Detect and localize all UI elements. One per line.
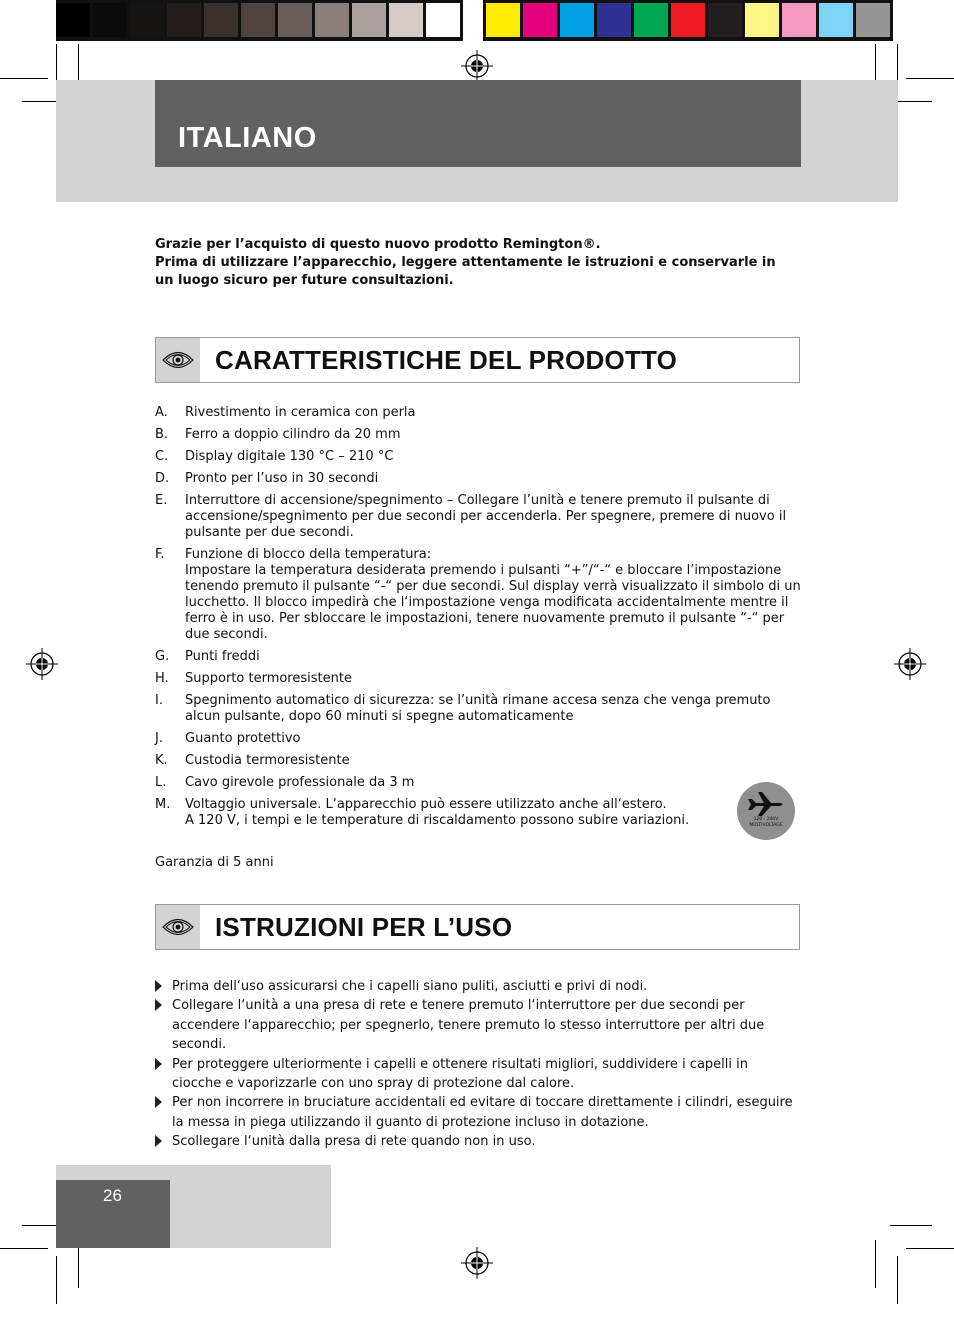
feature-letter: D.	[155, 471, 170, 486]
feature-letter: C.	[155, 449, 169, 464]
multivoltage-badge	[737, 782, 795, 840]
bullet-arrow-icon	[155, 1135, 162, 1147]
section-header-instructions	[155, 904, 800, 950]
color-swatch	[167, 3, 201, 37]
feature-text: Cavo girevole professionale da 3 m	[185, 775, 415, 790]
page-title: ITALIANO	[178, 122, 317, 154]
instruction-text: Scollegare l‘unità dalla presa di rete quando non in uso.	[172, 1134, 536, 1150]
feature-text: Custodia termoresistente	[185, 753, 350, 768]
list-item	[155, 547, 805, 643]
feature-letter: J.	[155, 731, 163, 746]
color-swatch	[560, 3, 594, 37]
airplane-icon	[746, 790, 786, 816]
color-swatch	[426, 3, 460, 37]
registration-mark-icon	[26, 648, 58, 680]
registration-mark-icon	[894, 648, 926, 680]
list-item	[155, 977, 795, 996]
badge-text	[737, 817, 795, 829]
feature-text: Ferro a doppio cilindro da 20 mm	[185, 427, 401, 442]
list-item	[155, 649, 805, 665]
intro-text	[155, 236, 795, 290]
color-swatch	[389, 3, 423, 37]
color-swatch	[745, 3, 779, 37]
color-swatch	[56, 3, 90, 37]
bullet-arrow-icon	[155, 1096, 162, 1108]
registration-mark-icon	[461, 1247, 493, 1279]
feature-letter: F.	[155, 547, 165, 562]
list-item	[155, 996, 795, 1054]
eye-icon	[156, 905, 200, 949]
instruction-text: Collegare l‘unità a una presa di rete e tenere premuto l‘interruttore per due secondi per accendere l‘apparecchio; per spegnerlo, tenere premuto lo stesso interruttore per altri due secondi.	[172, 998, 765, 1053]
color-swatch	[523, 3, 557, 37]
list-item	[155, 693, 805, 725]
color-swatch	[671, 3, 705, 37]
feature-text: Rivestimento in ceramica con perla	[185, 405, 416, 420]
section-title: CARATTERISTICHE DEL PRODOTTO	[215, 345, 678, 375]
warranty-text: Garanzia di 5 anni	[155, 855, 274, 870]
list-item	[155, 1093, 795, 1132]
list-item	[155, 427, 805, 443]
color-swatch	[486, 3, 520, 37]
feature-letter: M.	[155, 797, 171, 812]
bullet-arrow-icon	[155, 1058, 162, 1070]
feature-letter: H.	[155, 671, 169, 686]
crop-mark	[56, 1256, 57, 1304]
intro-line-2: Prima di utilizzare l’apparecchio, leggere attentamente le istruzioni e conservarle in un luogo sicuro per future consultazioni.	[155, 255, 776, 288]
color-swatch-bar	[483, 0, 893, 41]
crop-mark	[906, 78, 954, 79]
feature-letter: I.	[155, 693, 163, 708]
list-item	[155, 671, 805, 687]
list-item	[155, 405, 805, 421]
feature-text: Display digitale 130 °C – 210 °C	[185, 449, 394, 464]
color-swatch	[634, 3, 668, 37]
section-title: ISTRUZIONI PER L’USO	[215, 912, 513, 942]
list-item	[155, 493, 805, 541]
instruction-text: Prima dell‘uso assicurarsi che i capelli siano puliti, asciutti e privi di nodi.	[172, 979, 648, 994]
color-swatch	[204, 3, 238, 37]
section-header-features	[155, 337, 800, 383]
crop-mark	[906, 1248, 954, 1249]
list-item	[155, 731, 805, 747]
feature-letter: K.	[155, 753, 168, 768]
feature-letter: G.	[155, 649, 170, 664]
color-swatch	[278, 3, 312, 37]
list-item	[155, 775, 805, 791]
feature-letter: E.	[155, 493, 168, 508]
crop-mark	[875, 1240, 876, 1288]
feature-text: Spegnimento automatico di sicurezza: se l’unità rimane accesa senza che venga premuto alcun pulsante, dopo 60 minuti si spegne automaticamente	[185, 693, 771, 724]
list-item	[155, 797, 805, 829]
badge-label: MULTIVOLTAGE	[749, 823, 783, 828]
feature-text: Punti freddi	[185, 649, 260, 664]
page-number: 26	[103, 1186, 122, 1205]
crop-mark	[890, 1225, 932, 1226]
feature-text: Interruttore di accensione/spegnimento – Collegare l’unità e tenere premuto il pulsante di accensione/spegnimento per due secondi per accenderla. Per spegnere, premere di nuovo il pulsante per due secondi.	[185, 493, 787, 540]
color-swatch	[315, 3, 349, 37]
feature-text: Guanto protettivo	[185, 731, 301, 746]
color-swatch	[708, 3, 742, 37]
bullet-arrow-icon	[155, 999, 162, 1011]
bullet-arrow-icon	[155, 980, 162, 992]
feature-text: Pronto per l’uso in 30 secondi	[185, 471, 379, 486]
color-swatch	[130, 3, 164, 37]
list-item	[155, 449, 805, 465]
feature-text: Funzione di blocco della temperatura: Impostare la temperatura desiderata premendo i pulsanti “+”/“-“ e bloccare l’impostazione tenendo premuto il pulsante “-“ per due secondi. Sul display verrà visualizzato il simbolo di un lucchetto. Il blocco impedirà che l‘impostazione venga modificata accidentalmente mentre il ferro è in uso. Per sbloccare le impostazioni, tenere nuovamente premuto il pulsante “-“ per due secondi.	[185, 547, 801, 642]
crop-mark	[0, 1248, 48, 1249]
list-item	[155, 1132, 795, 1151]
color-swatch	[782, 3, 816, 37]
color-swatch	[856, 3, 890, 37]
instruction-text: Per non incorrere in bruciature accidentali ed evitare di toccare direttamente i cilindri, eseguire la messa in piega utilizzando il guanto di protezione incluso in dotazione.	[172, 1095, 793, 1130]
instructions-list	[155, 977, 795, 1152]
color-swatch	[819, 3, 853, 37]
list-item	[155, 471, 805, 487]
feature-text: Voltaggio universale. L‘apparecchio può essere utilizzato anche all‘estero. A 120 V, i tempi e le temperature di riscaldamento possono subire variazioni.	[185, 797, 690, 828]
list-item	[155, 1055, 795, 1094]
intro-line-1: Grazie per l’acquisto di questo nuovo prodotto Remington®.	[155, 237, 601, 252]
features-list	[155, 405, 805, 835]
crop-mark	[897, 1256, 898, 1304]
color-swatch	[241, 3, 275, 37]
registration-mark-icon	[461, 50, 493, 82]
feature-letter: B.	[155, 427, 169, 442]
crop-mark	[0, 78, 48, 79]
feature-letter: L.	[155, 775, 167, 790]
color-swatch	[93, 3, 127, 37]
color-swatch	[352, 3, 386, 37]
badge-voltage: 120 - 240V	[753, 817, 779, 822]
eye-icon	[156, 338, 200, 382]
feature-letter: A.	[155, 405, 168, 420]
list-item	[155, 753, 805, 769]
feature-text: Supporto termoresistente	[185, 671, 352, 686]
instruction-text: Per proteggere ulteriormente i capelli e ottenere risultati migliori, suddividere i capelli in ciocche e vaporizzarle con uno spray di protezione dal calore.	[172, 1056, 748, 1092]
grayscale-color-bar	[56, 0, 463, 41]
color-swatch	[597, 3, 631, 37]
